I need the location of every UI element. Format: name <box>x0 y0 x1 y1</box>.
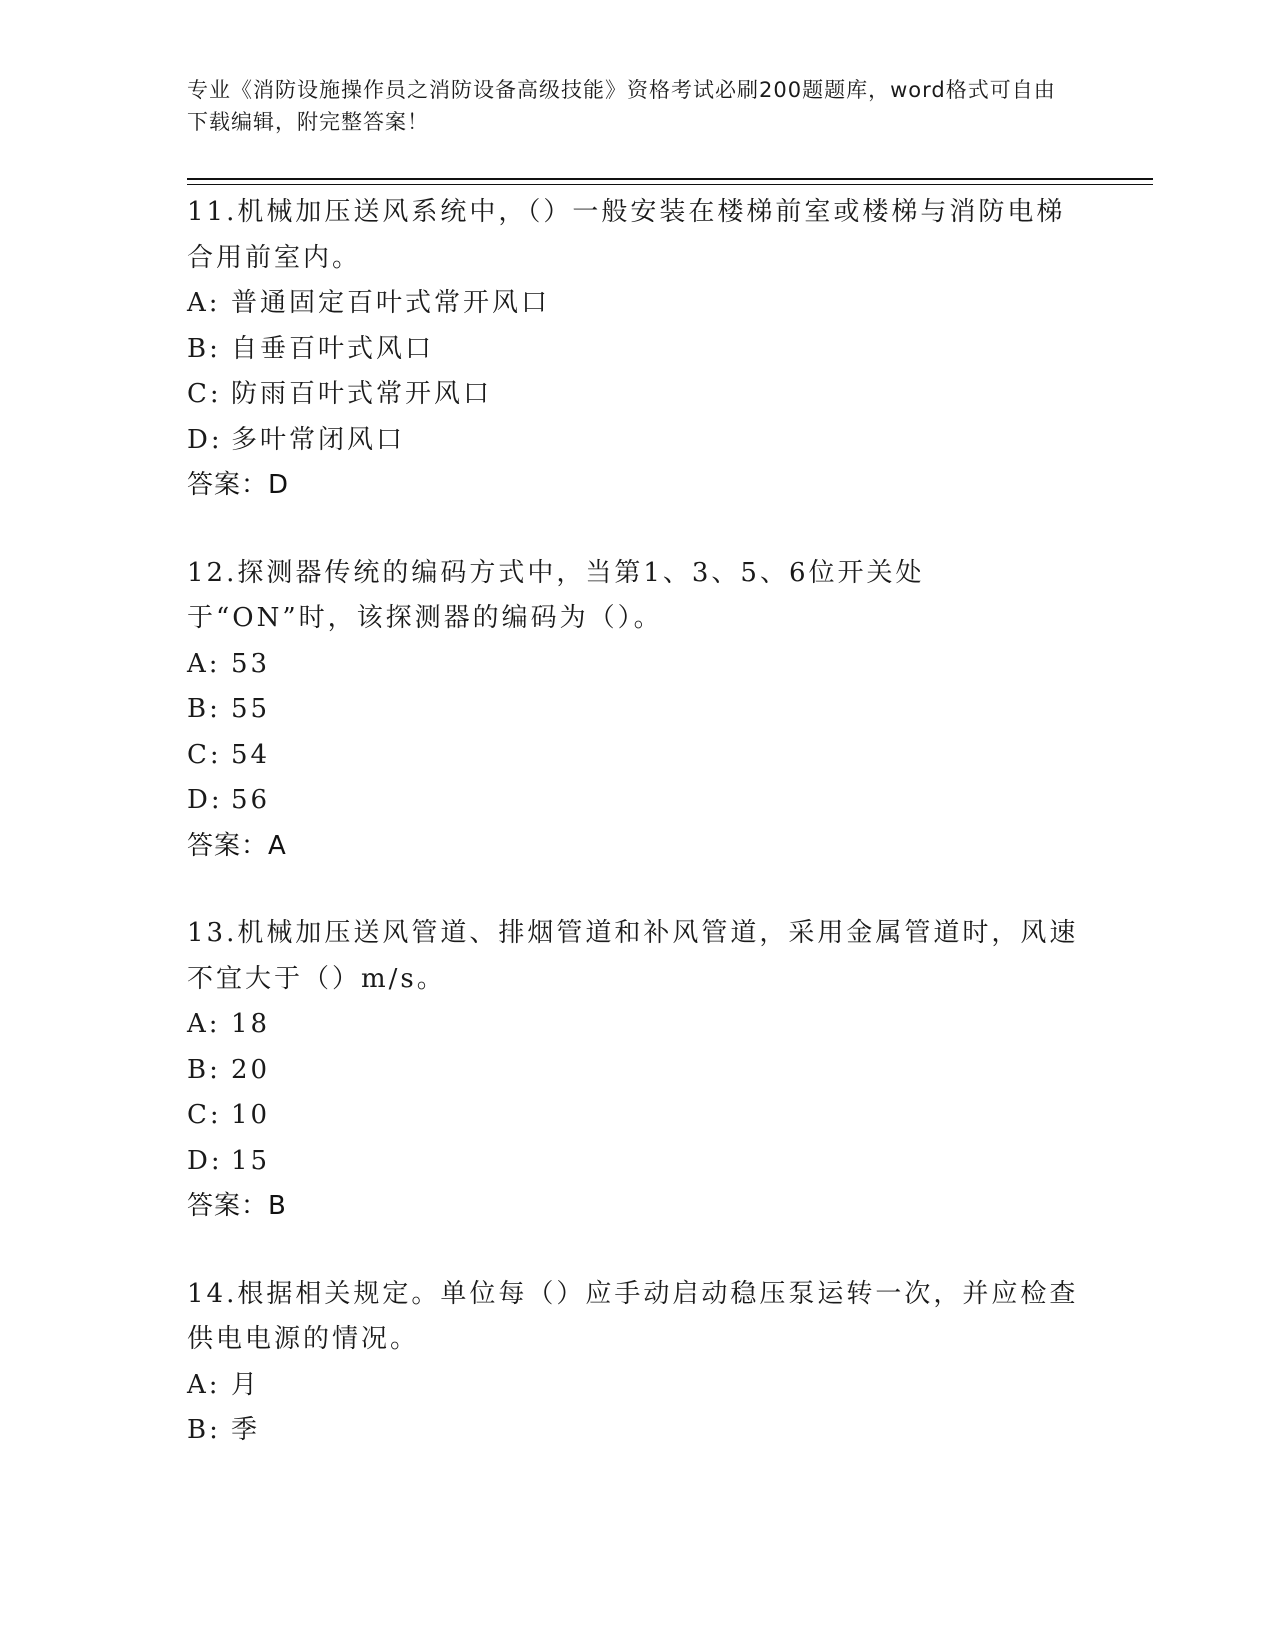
option-text: 20 <box>231 1054 271 1085</box>
option-a <box>187 1363 1087 1409</box>
answer-line: 答案：B <box>187 1191 287 1221</box>
question-12 <box>187 551 1087 870</box>
option-key: A: <box>187 1369 221 1400</box>
option-c <box>187 1093 1087 1139</box>
option-key: D: <box>187 1145 223 1176</box>
option-a <box>187 281 1087 327</box>
option-key: A: <box>187 1009 221 1039</box>
option-text: 55 <box>231 694 271 724</box>
option-text: 54 <box>231 739 271 770</box>
answer-line: 答案：D <box>187 470 290 500</box>
option-a <box>187 642 1087 688</box>
option-text: 18 <box>231 1009 271 1039</box>
option-text: 季 <box>231 1415 261 1445</box>
option-b <box>187 687 1087 733</box>
answer-line: 答案：A <box>187 830 287 861</box>
header-rule-thin <box>187 184 1153 185</box>
option-key: C: <box>187 1100 222 1130</box>
header-rule-thick <box>187 178 1153 180</box>
option-b <box>187 1408 1087 1454</box>
option-key: C: <box>187 379 222 409</box>
option-text: 56 <box>231 785 271 815</box>
question-13 <box>187 911 1087 1230</box>
option-b <box>187 1048 1087 1094</box>
option-text: 53 <box>231 648 271 679</box>
option-c <box>187 733 1087 779</box>
question-stem: 12.探测器传统的编码方式中，当第1、3、5、6位开关处于“ON”时，该探测器的编码为（）。 <box>187 557 925 633</box>
option-key: B: <box>187 694 221 724</box>
question-stem: 11.机械加压送风系统中，（）一般安装在楼梯前室或楼梯与消防电梯合用前室内。 <box>187 197 1066 273</box>
option-key: A: <box>187 648 221 679</box>
option-d <box>187 1139 1087 1185</box>
option-text: 自垂百叶式风口 <box>231 333 435 364</box>
option-text: 10 <box>231 1100 271 1130</box>
option-text: 防雨百叶式常开风口 <box>231 379 493 409</box>
option-key: B: <box>187 333 221 364</box>
document-header: 专业《消防设施操作员之消防设备高级技能》资格考试必刷200题题库，word格式可自由下载编辑，附完整答案！ <box>187 78 1056 134</box>
option-key: D: <box>187 785 223 815</box>
option-text: 15 <box>231 1145 271 1176</box>
option-key: D: <box>187 424 223 455</box>
question-stem: 14.根据相关规定。单位每（）应手动启动稳压泵运转一次，并应检查供电电源的情况。 <box>187 1278 1079 1354</box>
option-b <box>187 327 1087 373</box>
question-14 <box>187 1272 1087 1454</box>
option-text: 多叶常闭风口 <box>231 424 406 455</box>
option-text: 月 <box>231 1369 261 1400</box>
option-key: A: <box>187 288 221 318</box>
option-key: B: <box>187 1415 221 1445</box>
option-a <box>187 1002 1087 1048</box>
question-stem: 13.机械加压送风管道、排烟管道和补风管道，采用金属管道时，风速不宜大于（）m/s。 <box>187 918 1079 994</box>
option-key: B: <box>187 1054 221 1085</box>
option-d <box>187 778 1087 824</box>
option-c <box>187 372 1087 418</box>
option-d <box>187 418 1087 464</box>
question-11 <box>187 190 1087 509</box>
option-text: 普通固定百叶式常开风口 <box>231 288 551 318</box>
option-key: C: <box>187 739 222 770</box>
question-list <box>187 190 1087 1454</box>
